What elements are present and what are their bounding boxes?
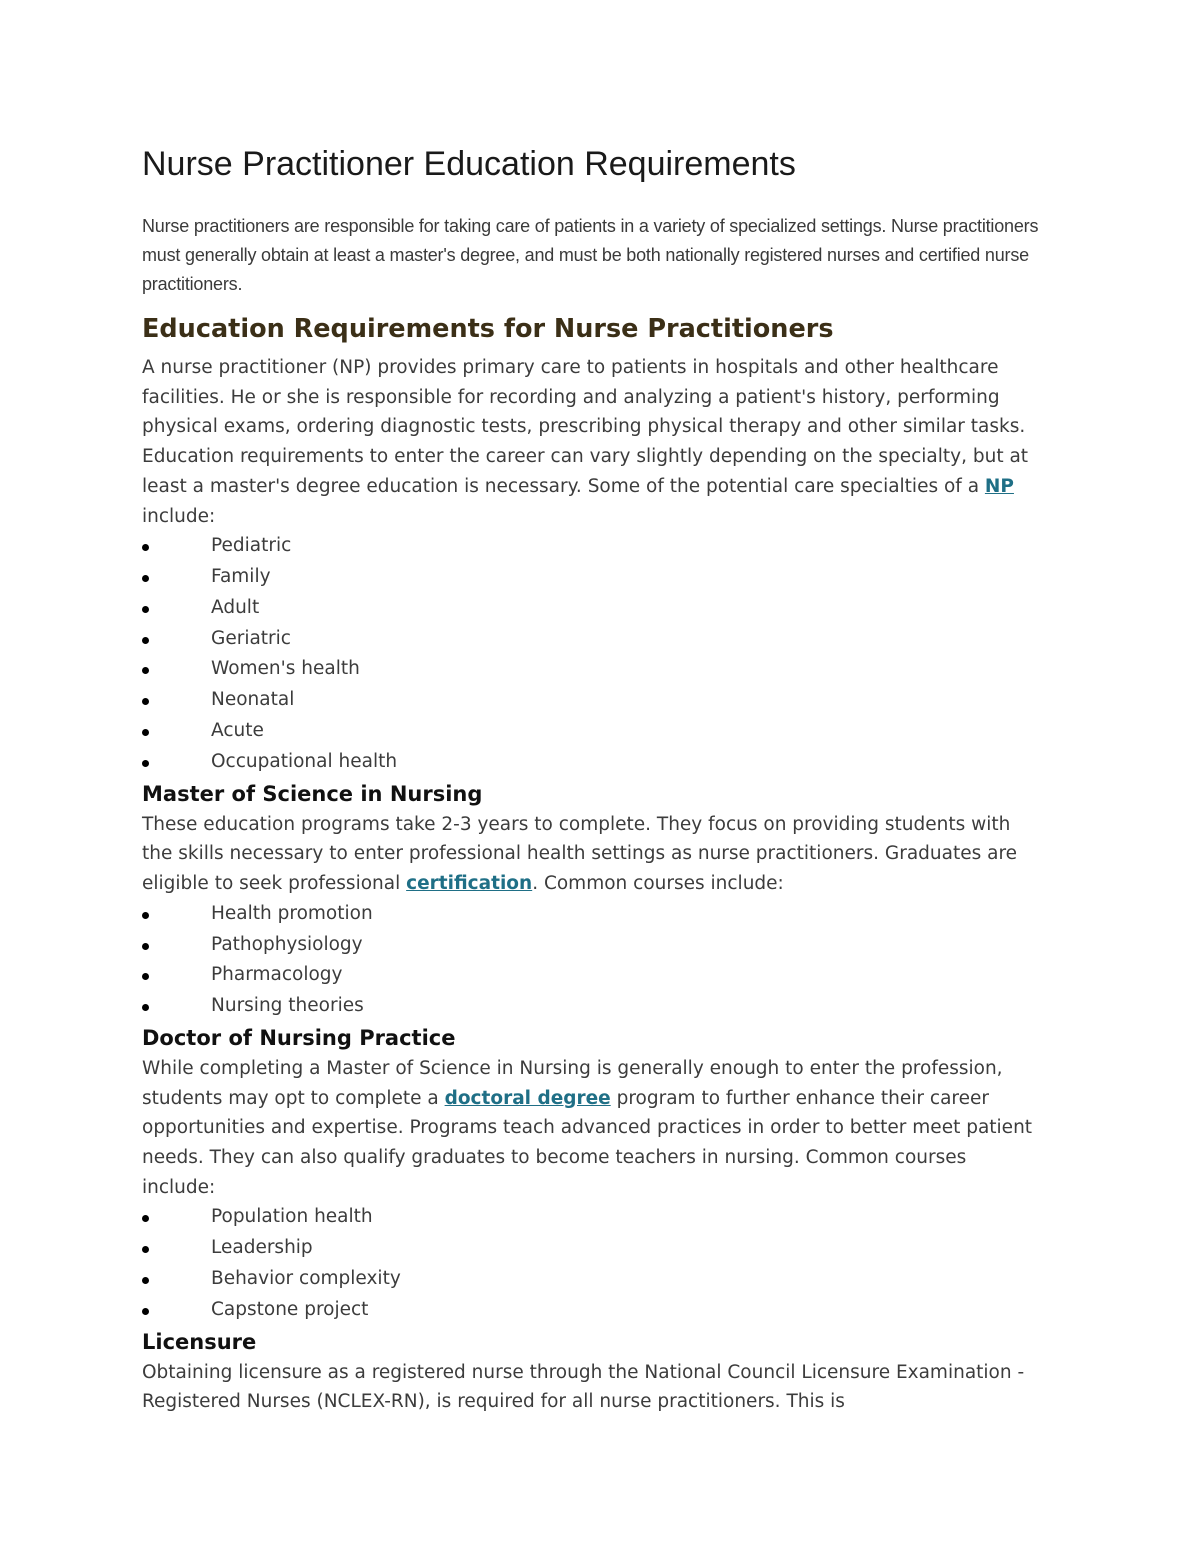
msn-paragraph bbox=[142, 810, 1042, 899]
list-item-label: Behavior complexity bbox=[211, 1268, 401, 1289]
list-item bbox=[142, 747, 1042, 778]
dnp-tail: program to further enhance their career opportunities and expertise. Programs teach advanced practices in order to better meet patient needs. They can also qualify graduates to become teachers in nursing. Common courses include: bbox=[142, 1087, 1033, 1198]
dnp-heading: Doctor of Nursing Practice bbox=[142, 1025, 456, 1050]
np-link[interactable]: NP bbox=[984, 475, 1014, 497]
msn-text: These education programs take 2-3 years to complete. They focus on providing students with the skills necessary to enter professional health settings as nurse practitioners. Graduates are eligible to seek professional bbox=[142, 813, 1018, 894]
list-item-label: Pathophysiology bbox=[211, 933, 363, 955]
doctoral-degree-link[interactable]: doctoral degree bbox=[444, 1087, 611, 1109]
np-description-tail: include: bbox=[142, 505, 216, 527]
np-description-paragraph bbox=[142, 353, 1042, 531]
bullet-icon bbox=[142, 1308, 149, 1315]
specialties-list bbox=[142, 531, 1042, 777]
dnp-courses-list bbox=[142, 1202, 1042, 1325]
list-item-label: Population health bbox=[211, 1206, 373, 1228]
list-item bbox=[142, 899, 1042, 930]
bullet-icon bbox=[142, 943, 149, 950]
list-item-label: Adult bbox=[211, 596, 260, 618]
list-item bbox=[142, 531, 1042, 562]
list-item bbox=[142, 685, 1042, 716]
list-item bbox=[142, 991, 1042, 1022]
section-heading-education-requirements: Education Requirements for Nurse Practitioners bbox=[142, 314, 834, 344]
msn-heading: Master of Science in Nursing bbox=[142, 781, 483, 806]
list-item bbox=[142, 716, 1042, 747]
list-item-label: Family bbox=[211, 566, 271, 588]
list-item-label: Acute bbox=[211, 720, 264, 741]
bullet-icon bbox=[142, 760, 149, 767]
dnp-text: While completing a Master of Science in Nursing is generally enough to enter the profession, students may opt to complete a bbox=[142, 1057, 1003, 1109]
document-page bbox=[142, 140, 1042, 1417]
page-title: Nurse Practitioner Education Requirements bbox=[142, 145, 796, 183]
list-item-label: Health promotion bbox=[211, 902, 373, 924]
licensure-paragraph: Obtaining licensure as a registered nurse through the National Council Licensure Examination - Registered Nurses (NCLEX-RN), is required for all nurse practitioners. This is bbox=[142, 1361, 1025, 1413]
np-description-text: A nurse practitioner (NP) provides primary care to patients in hospitals and other healthcare facilities. He or she is responsible for recording and analyzing a patient's history, performing physical exams, ordering diagnostic tests, prescribing physical therapy and other similar tasks. Education requirements to enter the career can vary slightly depending on the specialty, but at least a master's degree education is necessary. Some of the potential care specialties of a bbox=[142, 357, 1029, 497]
bullet-icon bbox=[142, 1246, 149, 1253]
list-item bbox=[142, 1295, 1042, 1326]
msn-tail: . Common courses include: bbox=[532, 873, 784, 894]
bullet-icon bbox=[142, 698, 149, 705]
list-item-label: Geriatric bbox=[211, 627, 291, 649]
list-item-label: Neonatal bbox=[211, 689, 295, 711]
bullet-icon bbox=[142, 575, 149, 582]
bullet-icon bbox=[142, 1004, 149, 1011]
list-item-label: Nursing theories bbox=[211, 995, 364, 1017]
list-item-label: Women's health bbox=[211, 658, 360, 680]
dnp-paragraph bbox=[142, 1054, 1042, 1203]
bullet-icon bbox=[142, 544, 149, 551]
certification-link[interactable]: certification bbox=[406, 873, 533, 894]
bullet-icon bbox=[142, 637, 149, 644]
bullet-icon bbox=[142, 667, 149, 674]
bullet-icon bbox=[142, 912, 149, 919]
list-item-label: Pharmacology bbox=[211, 964, 343, 986]
list-item bbox=[142, 654, 1042, 685]
bullet-icon bbox=[142, 729, 149, 736]
bullet-icon bbox=[142, 1215, 149, 1222]
msn-courses-list bbox=[142, 899, 1042, 1022]
list-item bbox=[142, 1264, 1042, 1295]
list-item bbox=[142, 1233, 1042, 1264]
list-item-label: Occupational health bbox=[211, 750, 398, 772]
list-item bbox=[142, 593, 1042, 624]
intro-paragraph: Nurse practitioners are responsible for taking care of patients in a variety of specialized settings. Nurse practitioners must generally obtain at least a master's degree, and must be both nationally registered nurses and certified nurse practitioners. bbox=[142, 216, 1039, 294]
bullet-icon bbox=[142, 606, 149, 613]
licensure-heading: Licensure bbox=[142, 1329, 257, 1354]
list-item bbox=[142, 562, 1042, 593]
list-item-label: Capstone project bbox=[211, 1298, 369, 1320]
list-item bbox=[142, 930, 1042, 961]
bullet-icon bbox=[142, 1277, 149, 1284]
list-item bbox=[142, 1202, 1042, 1233]
list-item-label: Leadership bbox=[211, 1237, 313, 1259]
list-item bbox=[142, 624, 1042, 655]
list-item-label: Pediatric bbox=[211, 535, 292, 557]
list-item bbox=[142, 960, 1042, 991]
bullet-icon bbox=[142, 973, 149, 980]
